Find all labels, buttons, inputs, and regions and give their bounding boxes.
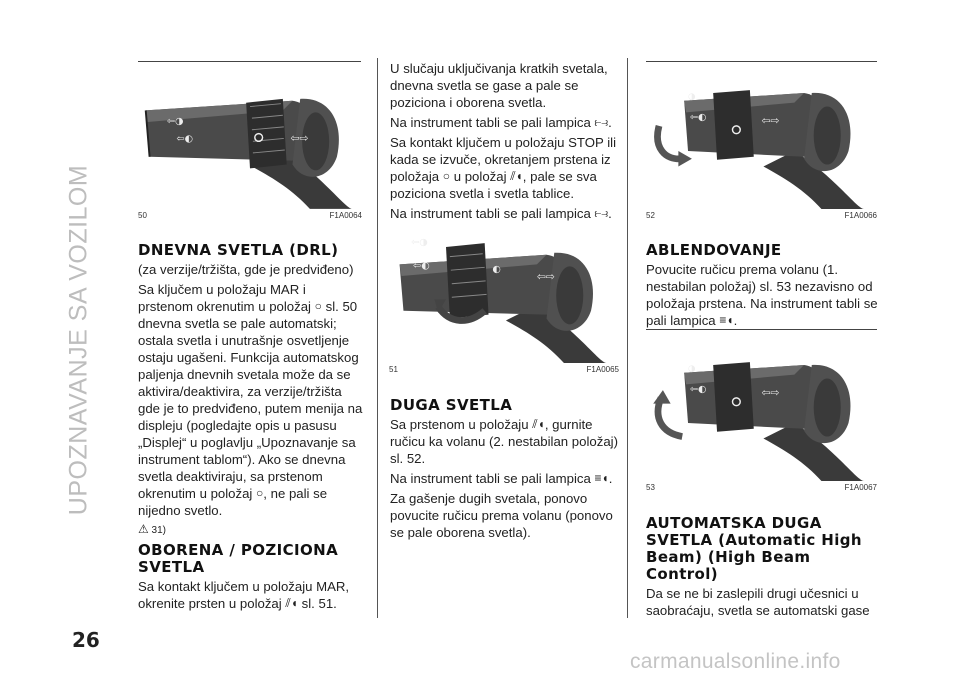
figure-number: 51 [389, 365, 398, 374]
column-2-text-top [390, 60, 616, 222]
svg-text:⇦◐: ⇦◐ [689, 112, 707, 124]
svg-text:⇦⇨: ⇦⇨ [761, 113, 780, 127]
high-beam-paragraph: Sa prstenom u položaju ⫽◖, gurnite ručicu ka volanu (2. nestabilan položaj) sl. 52. [390, 417, 618, 466]
figure-code: F1A0067 [844, 483, 877, 492]
figure-53 [646, 336, 877, 492]
column-3-auto-text [646, 515, 878, 619]
ring-off-icon: ○ [256, 486, 264, 500]
heading-auto-high-beam: AUTOMATSKA DUGA SVETLA (Automatic High Beam) (High Beam Control) [646, 514, 862, 583]
figure-51 [389, 218, 619, 374]
column-3-flash-text [646, 242, 878, 329]
figure-number: 53 [646, 483, 655, 492]
high-beam-icon: ≡◖ [594, 471, 609, 485]
figure-rule-53 [646, 329, 877, 330]
svg-text:⇦◑: ⇦◑ [166, 115, 184, 127]
figure-52 [646, 64, 877, 220]
figure-rule-52 [646, 61, 877, 62]
svg-text:⇦⇨: ⇦⇨ [290, 131, 309, 145]
position-light-icon: ⥼⥽ [594, 206, 609, 220]
low-beam-icon: ⫽◖ [510, 169, 523, 183]
warning-reference: ⚠ 31) [138, 522, 166, 536]
svg-text:⇦⇨: ⇦⇨ [536, 269, 555, 283]
ring-off-icon: ○ [442, 169, 451, 183]
column-divider-1 [377, 58, 378, 618]
high-beam-icon: ≡◖ [719, 313, 734, 327]
high-beam-indicator: Na instrument tabli se pali lampica ≡◖. [390, 471, 613, 486]
high-beam-off-paragraph: Za gašenje dugih svetala, ponovo povucite ručicu prema volanu (ponovo se pale oborena svetla). [390, 491, 613, 540]
heading-low-beam: OBORENA / POZICIONA SVETLA [138, 541, 339, 576]
svg-text:◑: ◑ [688, 91, 696, 102]
column-2-text-bottom [390, 397, 618, 541]
figure-number: 52 [646, 211, 655, 220]
svg-text:⇦◐: ⇦◐ [176, 133, 194, 145]
column-1-text [138, 242, 364, 612]
page-number: 26 [72, 628, 100, 652]
heading-flash: ABLENDOVANJE [646, 241, 782, 259]
svg-text:⇦◐: ⇦◐ [413, 260, 430, 272]
low-beam-paragraph: Sa kontakt ključem u položaju MAR, okrenite prsten u položaj ⫽◖ sl. 51. [138, 579, 350, 611]
svg-text:◑: ◑ [688, 363, 696, 374]
ring-off-icon: ○ [314, 299, 322, 313]
figure-code: F1A0066 [844, 211, 877, 220]
figure-rule-50 [138, 61, 361, 62]
lever-illustration [646, 336, 877, 481]
paragraph-indicator-position: Na instrument tabli se pali lampica ⥼⥽. [390, 115, 612, 130]
svg-text:⇦◑: ⇦◑ [411, 237, 428, 249]
heading-high-beam: DUGA SVETLA [390, 396, 513, 414]
paragraph-low-beam-effect: U slučaju uključivanja kratkih svetala, dnevna svetla se gase a pale se poziciona i oborena svetla. [390, 61, 608, 110]
side-section-title: UPOZNAVANJE SA VOZILOM [64, 164, 93, 516]
svg-text:⇦⇨: ⇦⇨ [761, 385, 780, 399]
paragraph-parking-lights: Sa kontakt ključem u položaju STOP ili kada se izvuče, okretanjem prstena iz položaja ○ u položaj ⫽◖, pale se sva poziciona svetla i svetla tablice. [390, 135, 617, 201]
figure-number: 50 [138, 211, 147, 220]
figure-code: F1A0064 [329, 211, 362, 220]
drl-paragraph: Sa ključem u položaju MAR i prstenom okrenutim u položaj ○ sl. 50 dnevna svetla se pale automatski; ostala svetla i unutrašnje osvetljenje ostaju ugašeni. Funkcija automatskog paljenja dnevnih svetala može da se aktivira/deaktivira, za verzije/tržišta gde je to predviđeno, putem menija na displeju (pogledajte opis u pasusu „Displej“ u poglavlju „Upoznavanje sa instrument tablom“). Ako se dnevna svetla deaktiviraju, sa prstenom okrenutim u položaj ○, ne pali se nijedno svetlo. [138, 282, 363, 518]
figure-50 [138, 64, 362, 220]
heading-drl: DNEVNA SVETLA (DRL) [138, 241, 339, 259]
lever-illustration [646, 64, 877, 209]
figure-code: F1A0065 [586, 365, 619, 374]
svg-text:⇦◐: ⇦◐ [689, 384, 707, 396]
low-beam-icon: ⫽◖ [285, 596, 298, 610]
paragraph-indicator-position-2: Na instrument tabli se pali lampica ⥼⥽. [390, 206, 612, 221]
position-light-icon: ⥼⥽ [594, 115, 609, 129]
low-beam-icon: ⫽◖ [532, 417, 545, 431]
lever-illustration [389, 218, 619, 363]
watermark: carmanualsonline.info [630, 650, 841, 673]
svg-text:◐: ◐ [492, 264, 501, 276]
column-divider-2 [627, 58, 628, 618]
flash-paragraph: Povucite ručicu prema volanu (1. nestabilan položaj) sl. 53 nezavisno od položaja prstena. Na instrument tabli se pali lampica ≡◖. [646, 262, 878, 328]
drl-note: (za verzije/tržišta, gde je predviđeno) [138, 262, 354, 277]
auto-high-beam-paragraph: Da se ne bi zaslepili drugi učesnici u saobraćaju, svetla se automatski gase [646, 586, 870, 618]
warning-triangle-icon: ⚠ [138, 522, 149, 536]
lever-illustration [138, 64, 362, 209]
